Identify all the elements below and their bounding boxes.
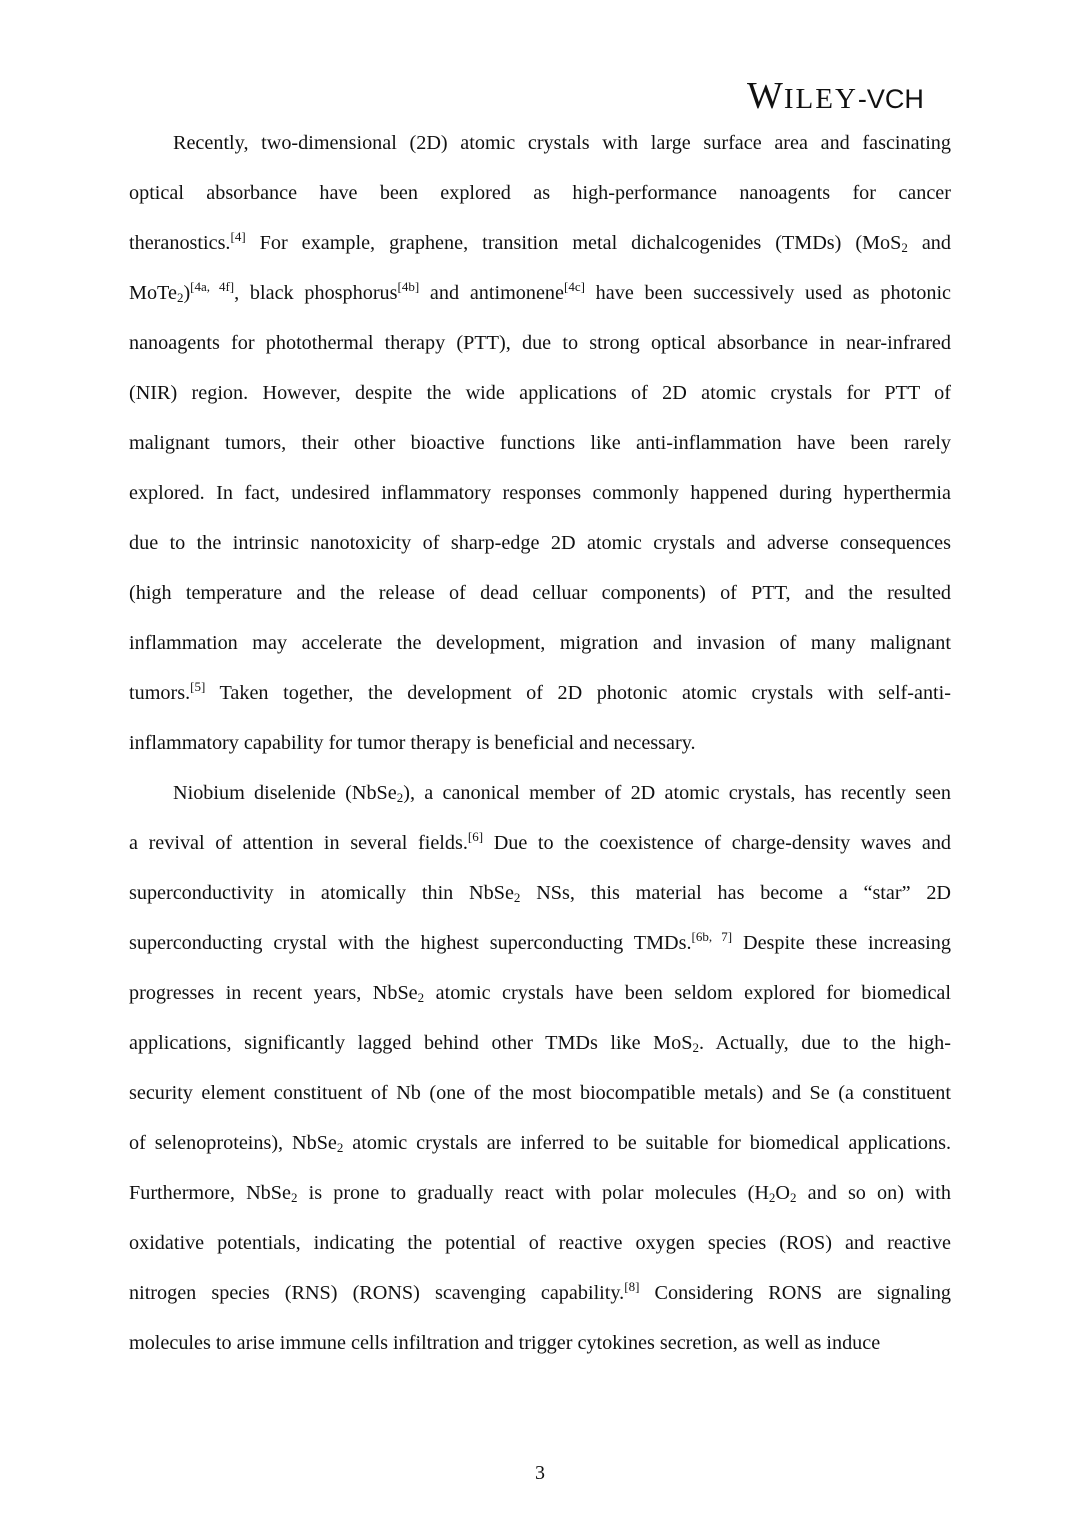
text-run: Taken together, the development of 2D photonic atomic crystals with self-anti- xyxy=(205,682,951,704)
citation-superscript: [6b, 7] xyxy=(691,929,733,944)
citation-superscript: [4c] xyxy=(564,279,585,294)
text-run: (high temperature and the release of dead celluar components) of PTT, and the resulted xyxy=(129,582,951,604)
text-run: Recently, two-dimensional (2D) atomic crystals with large surface area and fascinating xyxy=(173,132,951,154)
text-line xyxy=(129,580,951,606)
citation-superscript: [5] xyxy=(190,679,206,694)
text-line xyxy=(129,330,951,356)
subscript: 2 xyxy=(176,290,184,305)
text-run: inflammatory capability for tumor therapy is beneficial and necessary. xyxy=(129,732,696,754)
text-run: malignant tumors, their other bioactive functions like anti-inflammation have been rarely xyxy=(129,432,951,454)
text-run: Niobium diselenide (NbSe xyxy=(173,782,397,804)
text-line xyxy=(129,980,951,1006)
citation-superscript: [4a, 4f] xyxy=(190,279,235,294)
text-run: NSs, this material has become a “star” 2D xyxy=(520,882,951,904)
text-line xyxy=(129,880,951,906)
text-line xyxy=(129,1330,951,1356)
text-run: and antimonene xyxy=(419,282,564,304)
text-run: Furthermore, NbSe xyxy=(129,1182,291,1204)
subscript: 2 xyxy=(336,1140,344,1155)
text-run: optical absorbance have been explored as high-performance nanoagents for cancer xyxy=(129,182,951,204)
text-line xyxy=(129,280,951,306)
logo-vch: -VCH xyxy=(857,84,924,114)
text-run: due to the intrinsic nanotoxicity of sharp-edge 2D atomic crystals and adverse consequences xyxy=(129,532,951,554)
citation-superscript: [8] xyxy=(624,1279,640,1294)
text-line xyxy=(129,530,951,556)
text-line xyxy=(173,780,951,806)
text-line xyxy=(129,480,951,506)
text-line xyxy=(129,930,951,956)
text-line xyxy=(129,630,951,656)
text-line xyxy=(129,380,951,406)
subscript: 2 xyxy=(417,990,425,1005)
text-run: have been successively used as photonic xyxy=(584,282,952,304)
logo-w: W xyxy=(747,75,784,117)
text-run: of selenoproteins), NbSe xyxy=(129,1132,337,1154)
text-line xyxy=(129,1030,951,1056)
text-run: explored. In fact, undesired inflammatory responses commonly happened during hyperthermia xyxy=(129,482,951,504)
text-run: nanoagents for photothermal therapy (PTT), due to strong optical absorbance in near-infrared xyxy=(129,332,951,354)
text-run: O xyxy=(775,1182,790,1204)
text-run: a revival of attention in several fields. xyxy=(129,832,468,854)
text-run: (NIR) region. However, despite the wide applications of 2D atomic crystals for PTT of xyxy=(129,382,951,404)
subscript: 2 xyxy=(768,1190,776,1205)
page-number: 3 xyxy=(535,1462,545,1484)
text-run: molecules to arise immune cells infiltration and trigger cytokines secretion, as well as induce xyxy=(129,1332,881,1354)
text-run: Due to the coexistence of charge-density waves and xyxy=(483,832,952,854)
text-line xyxy=(129,1280,951,1306)
text-run: atomic crystals are inferred to be suitable for biomedical applications. xyxy=(343,1132,952,1154)
text-run: is prone to gradually react with polar molecules (H xyxy=(297,1182,769,1204)
text-run: Despite these increasing xyxy=(732,932,951,954)
subscript: 2 xyxy=(692,1040,699,1055)
text-line xyxy=(129,230,951,256)
text-run: nitrogen species (RNS) (RONS) scavenging capability. xyxy=(129,1282,625,1304)
subscript: 2 xyxy=(513,890,521,905)
subscript: 2 xyxy=(290,1190,298,1205)
text-run: ) xyxy=(183,282,191,304)
publisher-logo xyxy=(747,75,947,117)
citation-superscript: [4] xyxy=(230,229,246,244)
text-run: tumors. xyxy=(129,682,191,704)
text-run: security element constituent of Nb (one of the most biocompatible metals) and Se (a constituent xyxy=(129,1082,951,1104)
text-run: progresses in recent years, NbSe xyxy=(129,982,418,1004)
text-line xyxy=(129,1230,951,1256)
text-line xyxy=(129,830,951,856)
text-line xyxy=(129,730,951,756)
text-run: superconducting crystal with the highest superconducting TMDs. xyxy=(129,932,692,954)
subscript: 2 xyxy=(396,790,404,805)
text-run: inflammation may accelerate the development, migration and invasion of many malignant xyxy=(129,632,951,654)
subscript: 2 xyxy=(901,240,908,255)
text-line xyxy=(129,430,951,456)
text-run: oxidative potentials, indicating the potential of reactive oxygen species (ROS) and reactive xyxy=(129,1232,951,1254)
subscript: 2 xyxy=(790,1190,797,1205)
text-run: and xyxy=(907,232,951,254)
text-run: MoTe xyxy=(129,282,177,304)
citation-superscript: [4b] xyxy=(397,279,420,294)
text-run: superconductivity in atomically thin NbSe xyxy=(129,882,514,904)
logo-iley: ILEY xyxy=(783,83,858,115)
text-run: atomic crystals have been seldom explored for biomedical xyxy=(424,982,951,1004)
text-run: applications, significantly lagged behind other TMDs like MoS xyxy=(129,1032,693,1054)
text-line xyxy=(173,130,951,156)
text-line xyxy=(129,180,951,206)
text-run: theranostics. xyxy=(129,232,231,254)
text-run: , black phosphorus xyxy=(234,282,398,304)
text-run: Considering RONS are signaling xyxy=(639,1282,952,1304)
text-line xyxy=(129,1180,951,1206)
text-run: For example, graphene, transition metal dichalcogenides (TMDs) (MoS xyxy=(245,232,902,254)
text-line xyxy=(129,1080,951,1106)
text-line xyxy=(129,1130,951,1156)
text-run: and so on) with xyxy=(796,1182,951,1204)
citation-superscript: [6] xyxy=(467,829,484,844)
text-line xyxy=(129,680,951,706)
text-run: ), a canonical member of 2D atomic crystals, has recently seen xyxy=(403,782,951,804)
text-run: . Actually, due to the high- xyxy=(698,1032,952,1054)
